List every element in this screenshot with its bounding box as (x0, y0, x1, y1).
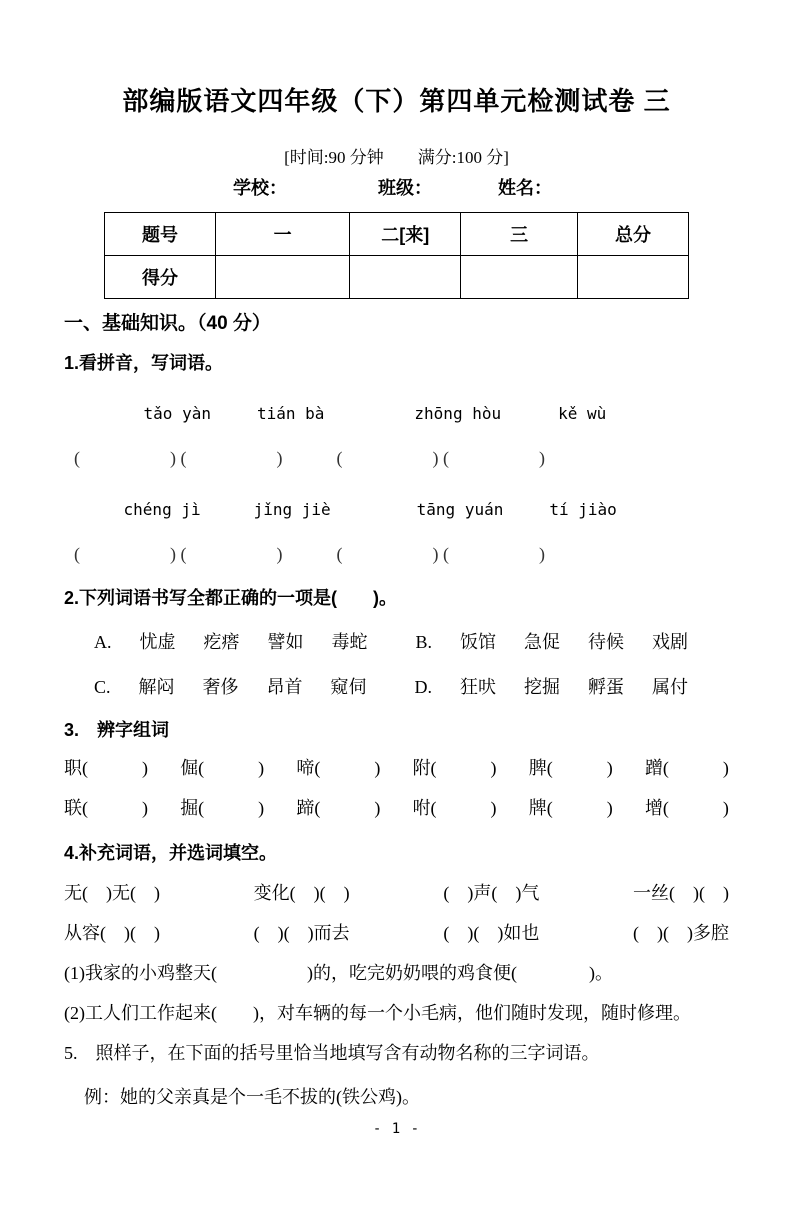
q3-word-row-1 (64, 756, 729, 780)
phrase-blank-item: 一丝( )( ) (633, 883, 729, 903)
pinyin-word: kě wù (558, 404, 607, 423)
char-blank-item: 联( ) (64, 798, 148, 818)
option-word: 急促 (524, 632, 561, 652)
question-1-heading: 1.看拼音，写词语。 (64, 353, 224, 373)
name-label: 姓名： (498, 178, 552, 198)
score-cell-total (578, 256, 689, 299)
phrase-blank-item: 变化( )( ) (253, 883, 350, 903)
q4-fill-sentence-2: (2)工人们工作起来( )，对车辆的每一个小毛病，他们随时发现，随时修理。 (64, 1003, 691, 1023)
score-row-label: 得分 (105, 256, 216, 299)
option-word: 属付 (652, 677, 689, 697)
score-table-header-row (105, 213, 689, 256)
q5-example: 例：她的父亲真是个一毛不拔的(铁公鸡)。 (84, 1087, 420, 1107)
phrase-blank-item: ( )( )而去 (253, 923, 350, 943)
phrase-blank-item: 从容( )( ) (64, 923, 160, 943)
section-one-heading: 一、基础知识。（40 分） (64, 313, 271, 334)
question-2-heading: 2.下列词语书写全都正确的一项是( )。 (64, 588, 397, 608)
char-blank-item: 牌( ) (528, 798, 613, 818)
option-a-label: A. (94, 632, 112, 652)
option-word: 解闷 (138, 677, 175, 697)
q4-fill-sentence-1: (1)我家的小鸡整天( )的，吃完奶奶喂的鸡食便( )。 (64, 963, 613, 983)
option-word: 挖掘 (524, 677, 561, 697)
exam-meta-line: [时间:90 分钟 满分:100 分] (284, 148, 509, 167)
char-blank-item: 掘( ) (180, 798, 265, 818)
char-blank-item: 咐( ) (412, 798, 497, 818)
question-3-heading: 3. 辨字组词 (64, 720, 170, 740)
option-word: 饭馆 (460, 632, 497, 652)
option-d-label: D. (414, 677, 433, 697)
char-blank-item: 啼( ) (296, 758, 381, 778)
option-word: 譬如 (267, 632, 304, 652)
option-word: 毒蛇 (331, 632, 368, 652)
score-col-1: 一 (215, 213, 349, 256)
q4-phrase-row-2 (64, 921, 729, 945)
q3-word-row-2 (64, 796, 729, 820)
char-blank-item: 倔( ) (180, 758, 265, 778)
question-5-heading: 5. 照样子，在下面的括号里恰当地填写含有动物名称的三字词语。 (64, 1043, 600, 1063)
answer-blanks-row-1: ( ) ( ) ( ) ( ) (74, 448, 545, 468)
pinyin-row-1 (64, 381, 729, 447)
char-blank-item: 附( ) (412, 758, 497, 778)
score-table (104, 212, 689, 299)
score-col-3: 三 (461, 213, 578, 256)
page-title: 部编版语文四年级（下）第四单元检测试卷 三 (122, 86, 671, 116)
char-blank-item: 脾( ) (528, 758, 613, 778)
option-word: 待候 (588, 632, 625, 652)
phrase-blank-item: ( )( )多腔 (633, 923, 729, 943)
option-word: 狂吠 (460, 677, 497, 697)
score-cell-1 (215, 256, 349, 299)
student-info-line (64, 176, 729, 200)
pinyin-word: jǐng jiè (253, 500, 331, 519)
pinyin-word: chéng jì (123, 500, 201, 519)
q2-options-row-2 (64, 675, 729, 699)
school-label: 学校： (233, 178, 287, 198)
q4-phrase-row-1 (64, 881, 729, 905)
option-c-label: C. (94, 677, 111, 697)
score-col-2: 二[来] (350, 213, 461, 256)
score-cell-2 (350, 256, 461, 299)
answer-blanks-row-2: ( ) ( ) ( ) ( ) (74, 544, 545, 564)
pinyin-word: tí jiào (549, 500, 617, 519)
page-number: - 1 - (372, 1121, 421, 1137)
char-blank-item: 职( ) (64, 758, 148, 778)
score-col-total: 总分 (578, 213, 689, 256)
class-label: 班级： (378, 178, 432, 198)
option-word: 奢侈 (202, 677, 239, 697)
pinyin-word: tǎo yàn (143, 404, 211, 423)
option-word: 疙瘩 (203, 632, 240, 652)
option-word: 窥伺 (330, 677, 367, 697)
option-word: 昂首 (266, 677, 303, 697)
option-word: 戏剧 (652, 632, 689, 652)
char-blank-item: 蹭( ) (644, 758, 729, 778)
q2-options-row-1 (64, 630, 729, 654)
score-table-score-row (105, 256, 689, 299)
phrase-blank-item: ( )声( )气 (443, 883, 540, 903)
score-table-corner: 题号 (105, 213, 216, 256)
char-blank-item: 增( ) (644, 798, 729, 818)
pinyin-word: tián bà (256, 404, 325, 423)
phrase-blank-item: ( )( )如也 (443, 923, 540, 943)
question-4-heading: 4.补充词语，并选词填空。 (64, 843, 278, 863)
option-word: 忧虚 (139, 632, 176, 652)
score-cell-3 (461, 256, 578, 299)
pinyin-word: zhōng hòu (414, 404, 502, 423)
pinyin-row-2 (64, 477, 729, 543)
option-b-label: B. (415, 632, 433, 652)
char-blank-item: 蹄( ) (296, 798, 381, 818)
pinyin-word: tāng yuán (416, 500, 504, 519)
phrase-blank-item: 无( )无( ) (64, 883, 160, 903)
option-word: 孵蛋 (588, 677, 625, 697)
test-paper-page (0, 84, 793, 1206)
